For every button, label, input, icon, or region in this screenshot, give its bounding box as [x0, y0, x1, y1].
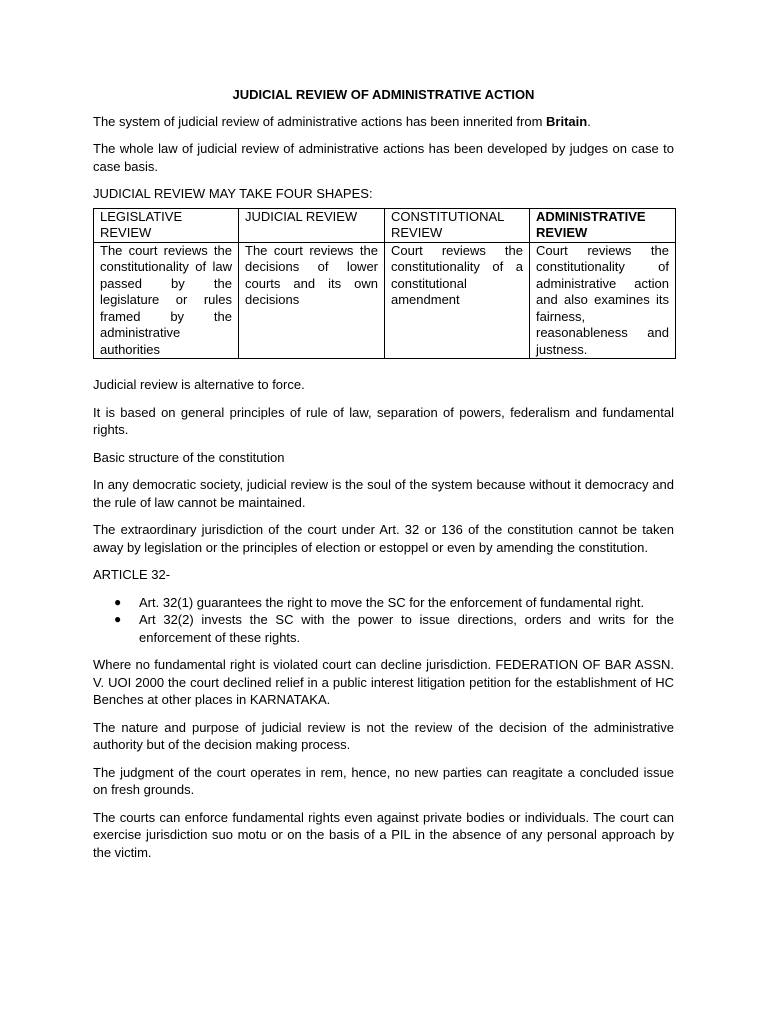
shapes-heading: JUDICIAL REVIEW MAY TAKE FOUR SHAPES:: [93, 186, 373, 201]
paragraph: In any democratic society, judicial review is the soul of the system because without it democracy and the rule of law cannot be maintained.: [93, 477, 674, 510]
bullet-icon: ●: [114, 594, 122, 609]
table-header-cell: ADMINISTRATIVE REVIEW: [530, 208, 676, 242]
document-title: JUDICIAL REVIEW OF ADMINISTRATIVE ACTION: [232, 87, 535, 102]
list-item-text: Art 32(2) invests the SC with the power to issue directions, orders and writs for the enforcement of these rights.: [139, 612, 674, 645]
article-heading: ARTICLE 32-: [93, 567, 171, 582]
table-cell: The court reviews the constitutionality of law passed by the legislature or rules framed by the administrative authorities: [94, 242, 239, 359]
paragraph: It is based on general principles of rule of law, separation of powers, federalism and fundamental rights.: [93, 404, 674, 437]
document-body: [93, 86, 674, 871]
list-item-text: Art. 32(1) guarantees the right to move the SC for the enforcement of fundamental right.: [139, 594, 645, 610]
paragraph: The courts can enforce fundamental rights even against private bodies or individuals. The court can exercise jurisdiction suo motu or on the basis of a PIL in the absence of any personal approach by the victim.: [93, 809, 674, 860]
intro-suffix: .: [587, 113, 591, 129]
paragraph: The extraordinary jurisdiction of the court under Art. 32 or 136 of the constitution cannot be taken away by legislation or the principles of election or estoppel or even by amending the constitution.: [93, 522, 674, 555]
paragraph-developed: The whole law of judicial review of administrative actions has been developed by judges on case to case basis.: [93, 141, 674, 174]
table-cell: Court reviews the constitutionality of a constitutional amendment: [385, 242, 530, 359]
review-shapes-table: [93, 208, 676, 360]
paragraph: The judgment of the court operates in rem, hence, no new parties can reagitate a concluded issue on fresh grounds.: [93, 764, 674, 797]
list-item: [93, 611, 674, 646]
intro-bold-term: Britain: [546, 113, 588, 129]
article-bullet-list: [93, 594, 674, 647]
list-item: [93, 594, 674, 612]
table-cell: The court reviews the decisions of lower courts and its own decisions: [239, 242, 385, 359]
intro-paragraph: [93, 113, 674, 131]
table-header-cell: LEGISLATIVE REVIEW: [94, 208, 239, 242]
table-row: [94, 242, 676, 359]
table-header-cell: CONSTITUTIONAL REVIEW: [385, 208, 530, 242]
paragraph: Judicial review is alternative to force.: [93, 377, 305, 392]
table-header-cell: JUDICIAL REVIEW: [239, 208, 385, 242]
paragraph: The nature and purpose of judicial review is not the review of the decision of the administrative authority but of the decision making process.: [93, 719, 674, 752]
table-cell: Court reviews the constitutionality of administrative action and also examines its fairness, reasonableness and justness.: [530, 242, 676, 359]
paragraph: Basic structure of the constitution: [93, 449, 285, 465]
table-header-row: [94, 208, 676, 242]
bullet-icon: ●: [114, 612, 122, 626]
intro-text: The system of judicial review of administrative actions has been innerited from: [93, 113, 547, 129]
paragraph: Where no fundamental right is violated court can decline jurisdiction. FEDERATION OF BAR ASSN. V. UOI 2000 the court declined relief in a public interest litigation petition for the establishment of HC Benches at other places in KARNATAKA.: [93, 657, 674, 707]
